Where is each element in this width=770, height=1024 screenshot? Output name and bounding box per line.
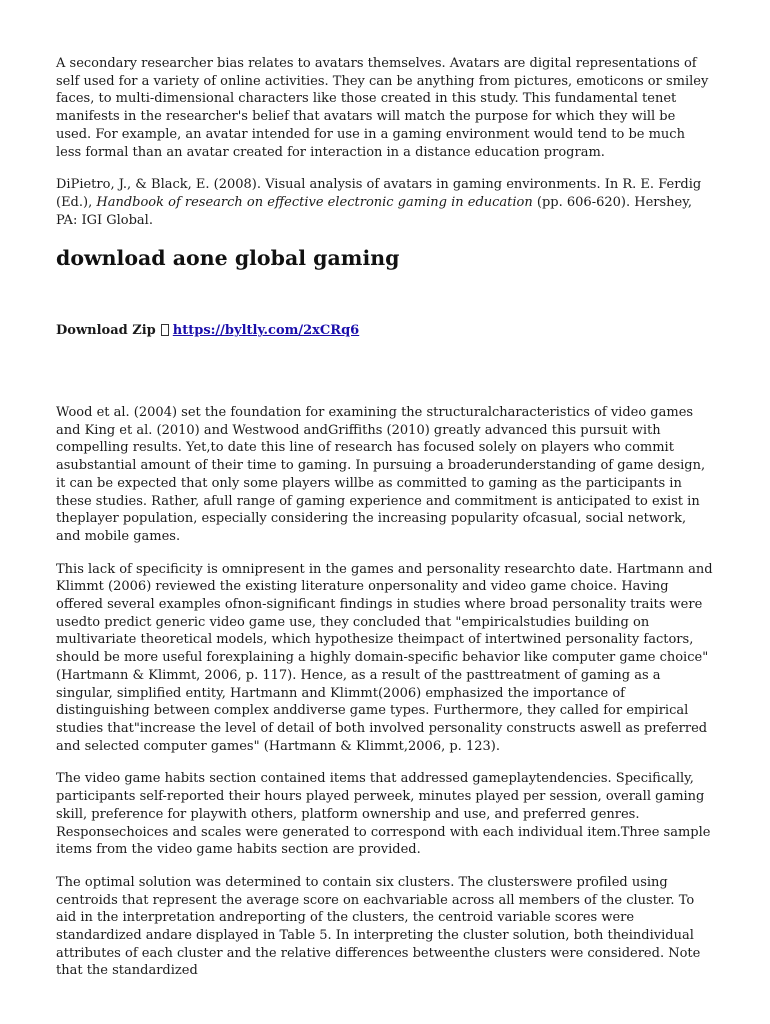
page-heading: download aone global gaming [56, 246, 400, 271]
body-paragraph-2: This lack of specificity is omnipresent in the games and personality researchto date. Hartmann and Klimmt (2006) reviewed the existing literature onpersonality and video game choice. Having offered several examples ofnon-significant findings in studies where broad personality traits were usedto predict generic video game use, they concluded that "empiricalstudies building on multivariate theoretical models, which hypothesize theimpact of intertwined personality factors, should be more useful forexplaining a highly domain-specific behavior like computer game choice"(Hartmann & Klimmt, 2006, p. 117). Hence, as a result of the pasttreatment of gaming as a singular, simplified entity, Hartmann and Klimmt(2006) emphasized the importance of distinguishing between complex anddiverse game types. Furthermore, they called for empirical studies that"increase the level of detail of both involved personality constructs aswell as preferred and selected computer games" (Hartmann & Klimmt,2006, p. 123). [56, 561, 713, 754]
download-arrow-icon [161, 324, 169, 336]
body-paragraph-4: The optimal solution was determined to contain six clusters. The clusterswere profiled using centroids that represent the average score on eachvariable across all members of the cluster. To aid in the interpretation andreporting of the clusters, the centroid variable scores were standardized andare displayed in Table 5. In interpreting the cluster solution, both theindividual attributes of each cluster and the relative differences betweenthe clusters were considered. Note that the standardized [56, 874, 701, 979]
body-paragraph-3: The video game habits section contained items that addressed gameplaytendencies. Specifically, participants self-reported their hours played perweek, minutes played per session, overall gaming skill, preference for playwith others, platform ownership and use, and preferred genres. Responsechoices and scales were generated to correspond with each individual item.Three sample items from the video game habits section are provided. [56, 771, 711, 858]
download-link[interactable]: https://byltly.com/2xCRq6 [172, 323, 360, 339]
citation-book-title: Handbook of research on effective electronic gaming in education [96, 194, 533, 210]
download-line [56, 322, 714, 340]
body-paragraph-1: Wood et al. (2004) set the foundation for examining the structuralcharacteristics of video games and King et al. (2010) and Westwood andGriffiths (2010) greatly advanced this pursuit with compelling results. Yet,to date this line of research has focused solely on players who commit asubstantial amount of their time to gaming. In pursuing a broaderunderstanding of game design, it can be expected that only some players willbe as committed to gaming as the participants in these studies. Rather, afull range of gaming experience and commitment is anticipated to exist in theplayer population, especially considering the increasing popularity ofcasual, social network, and mobile games. [56, 405, 706, 544]
download-label: Download Zip [56, 323, 156, 339]
intro-paragraph: A secondary researcher bias relates to avatars themselves. Avatars are digital representations of self used for a variety of online activities. They can be anything from pictures, emoticons or smiley faces, to multi-dimensional characters like those created in this study. This fundamental tenet manifests in the researcher's belief that avatars will match the purpose for which they will be used. For example, an avatar intended for use in a gaming environment would tend to be much less formal than an avatar created for interaction in a distance education program. [56, 56, 709, 160]
citation [56, 176, 714, 229]
citation-publisher: (pp. 606-620). Hershey, PA: IGI Global. [56, 194, 692, 228]
citation-authors: DiPietro, J., & Black, E. (2008). Visual analysis of avatars in gaming environments. In R. E. Ferdig (Ed.), [56, 177, 702, 210]
